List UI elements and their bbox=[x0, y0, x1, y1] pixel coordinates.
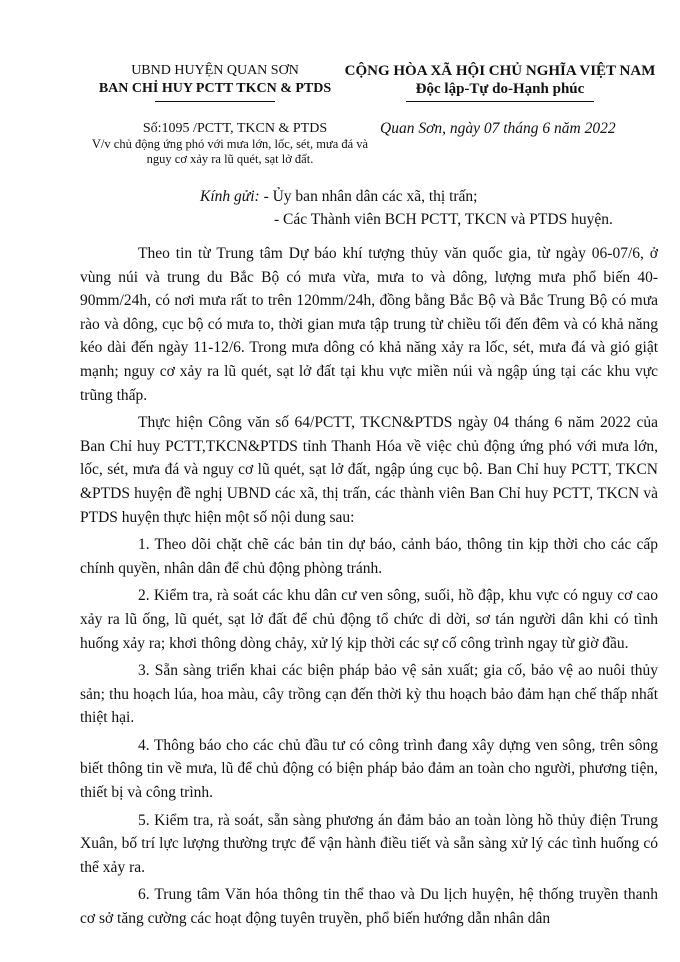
agency-name: BAN CHỈ HUY PCTT TKCN & PTDS bbox=[98, 81, 332, 96]
recipient-item: - Các Thành viên BCH PCTT, TKCN và PTDS huyện. bbox=[274, 211, 613, 228]
nation-motto: Độc lập-Tự do-Hạnh phúc bbox=[415, 81, 585, 97]
document-summary: V/v chủ động ứng phó với mưa lớn, lốc, sét, mưa đá và nguy cơ xảy ra lũ quét, sạt lở đất. bbox=[91, 137, 369, 166]
issuing-agency-block bbox=[70, 62, 360, 102]
place-date: Quan Sơn, ngày 07 tháng 6 năm 2022 bbox=[380, 120, 616, 137]
paragraph-directive: Thực hiện Công văn số 64/PCTT, TKCN&PTDS ngày 04 tháng 6 năm 2022 của Ban Chỉ huy PCTT,TKCN&PTDS tỉnh Thanh Hóa về việc chủ động ứng phó với mưa lớn, lốc, sét, mưa đá và nguy cơ lũ quét, sạt lở đất, ngập úng cục bộ. Ban Chỉ huy PCTT, TKCN &PTDS huyện đề nghị UBND các xã, thị trấn, các thành viên Ban Chỉ huy PCTT, TKCN và PTDS huyện thực hiện một số nội dung sau: bbox=[80, 414, 658, 526]
paragraph-item-3: 3. Sẵn sàng triển khai các biện pháp bảo vệ sản xuất; gia cố, bảo vệ ao nuôi thủy sản; thu hoạch lúa, hoa màu, cây trồng cạn đến thời kỳ thu hoạch bảo đảm hạn chế thấp nhất thiệt hại. bbox=[80, 662, 658, 727]
recipient-item: - Ủy ban nhân dân các xã, thị trấn; bbox=[263, 188, 478, 205]
paragraph-item-4: 4. Thông báo cho các chủ đầu tư có công trình đang xây dựng ven sông, trên sông biết thông tin về mưa, lũ để chủ động có biện pháp bảo đảm an toàn cho người, phương tiện, thiết bị và công trình. bbox=[80, 736, 658, 802]
paragraph-item-5: 5. Kiểm tra, rà soát, sẵn sàng phương án đảm bảo an toàn lòng hồ thủy điện Trung Xuân, bố trí lực lượng thường trực để vận hành điều tiết và sẵn sàng xử lý các tình huống có thể xảy ra. bbox=[80, 811, 658, 876]
document-number: Số:1095 /PCTT, TKCN & PTDS bbox=[142, 121, 328, 136]
paragraph-item-1: 1. Theo dõi chặt chẽ các bản tin dự báo, cảnh báo, thông tin kịp thời cho các cấp chính quyền, nhân dân để chủ động phòng tránh. bbox=[80, 536, 658, 577]
recipients-label: Kính gửi: bbox=[200, 188, 260, 205]
national-header-block bbox=[330, 62, 670, 102]
paragraph-item-6: 6. Trung tâm Văn hóa thông tin thể thao và Du lịch huyện, hệ thống truyền thanh cơ sở tăng cường các hoạt động tuyên truyền, phổ biến hướng dẫn nhân dân bbox=[80, 886, 658, 928]
document-body bbox=[80, 242, 658, 935]
motto-underline bbox=[406, 101, 594, 102]
paragraph-item-2: 2. Kiểm tra, rà soát các khu dân cư ven sông, suối, hồ đập, khu vực có nguy cơ cao xảy ra lũ ống, lũ quét, sạt lở đất để chủ động tổ chức di dời, sơ tán người dân khi có tình huống xảy ra; khơi thông dòng chảy, xử lý kịp thời các sự cố công trình ngay từ giờ đầu. bbox=[80, 587, 658, 652]
nation-name: CỘNG HÒA XÃ HỘI CHỦ NGHĨA VIỆT NAM bbox=[344, 63, 656, 79]
recipients-block bbox=[200, 185, 613, 231]
paragraph-intro: Theo tin từ Trung tâm Dự báo khí tượng thủy văn quốc gia, từ ngày 06-07/6, ở vùng núi và trung du Bắc Bộ có mưa vừa, mưa to và dông, lượng mưa phổ biến 40-90mm/24h, có nơi mưa rất to trên 120mm/24h, đồng bằng Bắc Bộ và Bắc Trung Bộ có mưa rào và dông, cục bộ có mưa to, thời gian mưa tập trung từ chiều tối đến đêm và có khả năng kéo dài đến ngày 11-12/6. Trong mưa dông có khả năng xảy ra lốc, sét, mưa đá và gió giật mạnh; nguy cơ xảy ra lũ quét, sạt lở đất tại khu vực miền núi và ngập úng tại các khu vực trũng thấp. bbox=[80, 245, 658, 404]
agency-parent: UBND HUYỆN QUAN SƠN bbox=[131, 63, 299, 78]
agency-underline bbox=[155, 101, 275, 102]
